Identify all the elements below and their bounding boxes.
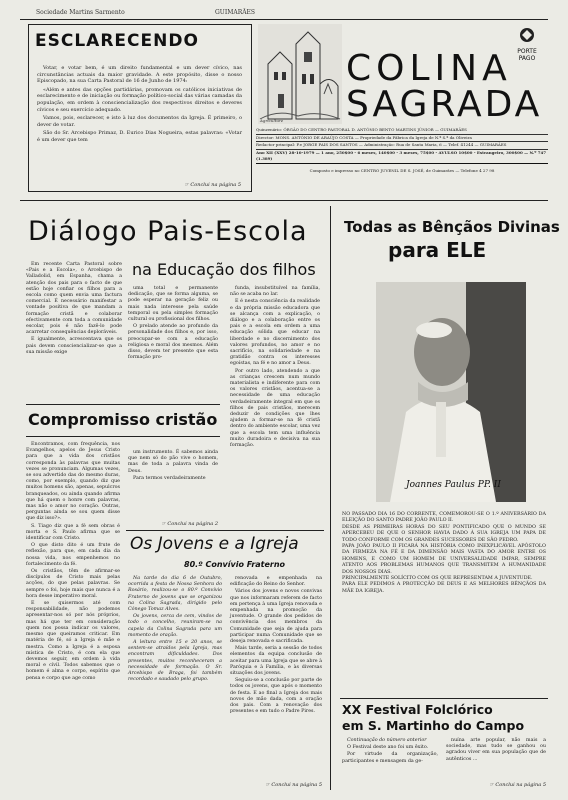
postal-emblem-icon: [518, 26, 536, 44]
esclarecendo-para: São do Sr. Arcebispo Primaz, D. Eurico Dias Nogueira, estas palavras: «Votar é um dever que tem: [37, 130, 242, 143]
compromisso-para: Encontramos, com frequência, nos Evangelhos, apelos de Jesus Cristo para que a vida dos cristãos corresponda às palavras que muitas vezes se pronunciam. Algumas vezes, se sou advertido das do mesmo duras, como, por exemplo, quando diz que muitos homens são, apenas, sepulcros branqueados, ou ainda quando afirma que há quem o honre com palavras, mas não o amor no coração. Outras, perguntas ainda se sou quem disse que diz isso?».: [26, 442, 120, 522]
jovens-title: Os Jovens e a Igreja: [130, 534, 299, 554]
esclarecendo-para: «Além e antes das opções partidárias, promovam os católicos iniciativas de esclarecimento e de iniciação ou formação político-social das várias camadas da população, em ordem à consciencialização dos respectivos direitos e deveres cívicos e seu exercício adequado.: [37, 86, 242, 113]
esclarecendo-para: Votar, e votar bem, é um direito fundamental e um dever cívico, nas circunstâncias actuais da maior gravidade. A este propósito, disse o nosso Episcopado, na sua Carta Pastoral de 16 de Junho de 1974:: [37, 65, 242, 85]
title-colina: COLINA: [346, 48, 512, 89]
jovens-para: Os jovens, cerca de cem, vindos de todo o concelho, reuniram-se na capela da Colina Sagrada para um momento de oração.: [128, 614, 222, 638]
compromisso-para: Para termos verdadeiramente: [133, 475, 206, 481]
jovens-para: Mais tarde, seria a sessão de todos elementos da equipa conclusão de aceitar para uma Igreja que se abre à Paróquia e à Família, e às diversas situações dos jovens.: [230, 646, 322, 677]
pope-portrait-icon: [376, 282, 526, 502]
continue-label: Conclui na página 5: [271, 782, 322, 788]
jovens-para: Na tarde do dia 6 de Outubro, ocorrida a festa de Nossa Senhora do Rosário, realizou-se o 80.º Convívio Fraterno de jovens que se organizou na Colina Sagrada, dirigido pelo Cónego Tomaz Alves.: [128, 576, 222, 613]
dialogo-para: E igualmente, acrescentava que os pais devem consciencializar-se que a sua missão exige: [26, 337, 122, 355]
festival-para: Continuação do número anterior: [347, 738, 427, 743]
compromisso-para: um instrumento. É sabemos ainda que nem só do pão vive o homem, mas de toda a palavra vinda de Deus.: [128, 450, 218, 474]
bencaos-title-line2: para ELE: [388, 238, 487, 262]
compromisso-para: S. Tiago diz que a fé sem obras é morta e S. Paulo afirma que se identificar com Cristo.: [26, 523, 120, 542]
compromisso-continue: ☞ Conclui na página 2: [161, 521, 218, 527]
bencaos-text: NO PASSADO DIA 16 DO CORRENTE, COMEMOROU-SE O 1.º ANIVERSÁRIO DA ELEIÇÃO DO SANTO PADRE JOÃO PAULO II. DESDE AS PRIMEIRAS HORAS DO SEU PONTIFICADO QUE O MUNDO SE APERCEBEU DE QUE O SENHOR HAVIA DADO À SUA IGREJA UM PAPA DE TODO CONFORME COM OS GRANDES SUCESSORES DE SÃO PEDRO. PAPA JOÃO PAULO II FICARÁ NA HISTÓRIA COMO INEXPLICÁVEL APÓSTOLO DA FIRMEZA NA FÉ E DA DIMENSÃO MAIS VASTA DO AMOR ENTRE OS HOMENS, E COMO UM HOMEM DE UNIVERSALIDADE IMPAR, SEMPRE ATENTO AOS PROBLEMAS HUMANOS QUE TRANSMITEM A HUMANIDADE DOS NOSSOS DIAS. PRINCIPALMENTE SOLÍCITO COM OS QUE REPRESENTAM A JUVENTUDE. PARA ELE PEDIMOS A PROTECÇÃO DE DEUS E AS MELHORES BÊNÇÃOS DA MÃE DA IGREJA.: [342, 512, 546, 594]
drawing-caption: Agriculture: [260, 118, 284, 123]
continue-label: Conclui na página 2: [167, 521, 218, 527]
compromisso-rule-bottom: [26, 436, 220, 437]
info-line: Ano XII (XXV) 28-10-1979 — 1 ano, 250$00 - 6 meses, 140$00 - 3 meses, 75$00 - AVULSO 10$00 - Estrangeiro, 300$00 — N.º 747 (1.389): [256, 150, 548, 164]
compromisso-title: Compromisso cristão: [28, 410, 218, 429]
jovens-para: renovada e empenhada na edificação do Reino do Senhor.: [230, 576, 322, 588]
jovens-continue: ☞ Conclui na página 5: [265, 782, 322, 788]
compromisso-para: Os cristãos, têm de afirmar-se discípulos de Cristo mais pelas acções, do que pelas palavras. Se sempre o foi, hoje mais que nunca é a hora desse imperativo moral.: [26, 569, 120, 599]
dialogo-title: Diálogo Pais-Escola: [28, 216, 308, 247]
jovens-col2: [230, 576, 322, 716]
dialogo-para: Em recente Carta Pastoral sobre «Pais e a Escola», o Arcebispo de Valladolid, em Espanha, chama a atenção dos pais para o facto de que estão hoje confiar os filhos para a escola como quem envia uma factura comercial. É necessário manifestar a vontade positiva de que mandam a formação cristã e colaborar efectivamente com toda a comunidade escolar, pois é não fazê-lo pode acarretar consequências deploráveis.: [26, 262, 122, 336]
festival-col2: [446, 738, 546, 764]
continue-label: Conclui na página 5: [495, 782, 546, 788]
compromisso-para: O que disto dito é um frute de reflexão, para que, em cada dia da nossa vida, nos empenhemos no fortalecimento da fé.: [26, 543, 120, 567]
festival-para: nuína arte popular, não mais a sociedade, mas tudo se ganhou ou agradou viver em sua população que de autênticos ...: [446, 738, 546, 762]
festival-col1: [342, 738, 438, 766]
church-drawing: [258, 24, 342, 124]
dialogo-col1: [26, 262, 122, 357]
pago-label: PAGO: [518, 55, 536, 62]
festival-title-line1: XX Festival Folclórico: [342, 702, 493, 717]
esclarecendo-box: [28, 24, 252, 192]
festival-title-line2: em S. Martinho do Campo: [342, 718, 525, 733]
jovens-subtitle: 80.º Convívio Fraterno: [184, 560, 286, 569]
porte-pago-stamp: [510, 26, 544, 62]
masthead-rule: [20, 200, 548, 201]
festival-continue: ☞ Conclui na página 5: [489, 782, 546, 788]
esclarecendo-title: ESCLARECENDO: [35, 31, 199, 51]
festival-para: Por virtude da organização, participantes e mensagem da ge-: [342, 752, 438, 764]
pope-photo: [376, 282, 526, 502]
masthead-info: [256, 127, 548, 174]
library-stamp: Sociedade Martins Sarmento: [36, 9, 125, 16]
esclarecendo-para: Vamos, pois, esclarecer, e isto à luz dos documentos da Igreja. É primeiro, o dever de votar.: [37, 115, 242, 128]
dialogo-para: E é nesta consciência da realidade e da própria missão educadora que se alcança com a explicação, o diálogo e a colaboração entre os pais e a escola em ordem a uma educação sólida que educar na liberdade e no discernimento dos valores profundos, no amor e no sacrifício, na solidariedade e na gratidão contra os interesses egoístas, na fé e no amor a Deus.: [230, 299, 320, 367]
dialogo-para: funda, insubstituível na família, não se acaba no lar.: [230, 286, 320, 298]
jovens-rule: [126, 530, 324, 531]
esclarecendo-continue: ☞ Conclui na página 5: [184, 182, 241, 188]
festival-para: O Festival deste ano foi um êxito.: [347, 745, 429, 751]
info-line: Composto e impresso no CENTRO JUVENIL DE S. JOSÉ, de Guimarães — Telefone 4 27 98: [309, 167, 495, 173]
compromisso-col2: [128, 450, 218, 483]
title-sagrada: SAGRADA: [346, 84, 543, 125]
continue-label: Conclui na página 5: [190, 182, 241, 188]
dialogo-subtitle: na Educação dos filhos: [132, 260, 316, 279]
church-drawing-icon: [258, 24, 342, 124]
jovens-para: A leitura entre 15 e 20 anos, se sentem-se atraídos pela Igreja, mas encontram dificuldades. Dos presentes, muitos reconheceram a necessidade de formação. O Sr. Arcebispo de Braga, foi também recordado e saudado pelo grupo.: [128, 640, 222, 683]
pope-signature: Joannes Paulus PP. II: [406, 480, 501, 490]
jovens-para: Seguiu-se a conclusão por parte de todos os jovens, que após o momento de festa. E ao final a Igreja dos mais novos de mão dada, com a oração dos pais. Com a renovação dos presentes e em tudo o Padre Pires.: [230, 678, 322, 715]
porte-label: PORTE: [517, 48, 537, 55]
compromisso-para: E se quisermos até com responsabilidade, não podemos apresentar-nos só por nós próprios, mas há que ter em consideração quem nos possa indicar os valores, mesmo que queiramos criticar. Em matéria de fé, só a Igreja é mãe e mestra. Como a Igreja é a esposa mística de Cristo, é com ela que devemos seguir, em ordem à vida moral e cívil. Todos sabemos que o homem é alma e corpo, espírito que pensa e corpo que age como: [26, 601, 120, 681]
dialogo-para: Por outro lado, atendendo a que as crianças crescem num mundo materialista e indiferente para com os valores cristãos, acentua-se a necessidade de uma educação verdadeiramente integral em que os filhos de pais cristãos, merecem deduzir de condições que lhes ajudem a formar-se na fé cristã dentro do ambiente escolar, uma vez que a escola tem uma influência muito duradoira e decisiva na sua formação.: [230, 368, 320, 449]
bencaos-title-line1: Todas as Bênçãos Divinas: [344, 218, 560, 236]
column-divider: [330, 206, 331, 790]
city-stamp: GUIMARÃES: [215, 9, 256, 16]
jovens-col1: [128, 576, 222, 684]
dialogo-col2: [128, 286, 218, 362]
compromisso-rule-top: [26, 404, 220, 405]
dialogo-col3: [230, 286, 320, 450]
dialogo-para: uma total e permanente dedicação, que se forma alguma, se pode esperar na geração feliz ou mais nada interesse pela saúde temporal ou pela simples formação cultural ou profissional dos filhos.: [128, 286, 218, 323]
info-line: Director: MONS. ANTÓNIO DE ARAÚJO COSTA — Propriedade da Fábrica da Igreja de N.ª S.ª da Oliveira: [256, 135, 548, 143]
jovens-para: Vários dos jovens e novos convivas que nos informaram referem de facto em pertença à uma Igreja renovada e empenhada na promoção da juventude. O grande dos pedidos de convivência dos membros da Comunidade que seja de ajuda para participar numa Comunidade que se deseja renovada e sacrificada.: [230, 589, 322, 645]
top-rule: [20, 19, 548, 20]
info-line: Quinzenário: ÓRGÃO DO CENTRO PASTORAL D. ANTÓNIO BENTO MARTINS JÚNIOR — GUIMARÃES: [256, 127, 548, 135]
festival-rule: [340, 698, 548, 699]
esclarecendo-text: [37, 65, 242, 146]
info-line: Redactor principal: P.e JORGE PAIS DOS SANTOS — Administração: Rua de Santa Maria, 6 — Telef. 41244 — GUIMARÃES: [256, 142, 548, 150]
compromisso-col1: [26, 442, 120, 683]
dialogo-para: O prelado atende ao profundo da personalidade dos filhos e, por isso, preocupar-se com a educação religiosa e moral dos mesmos. Além disso, devem ter presente que esta formação pro-: [128, 324, 218, 361]
